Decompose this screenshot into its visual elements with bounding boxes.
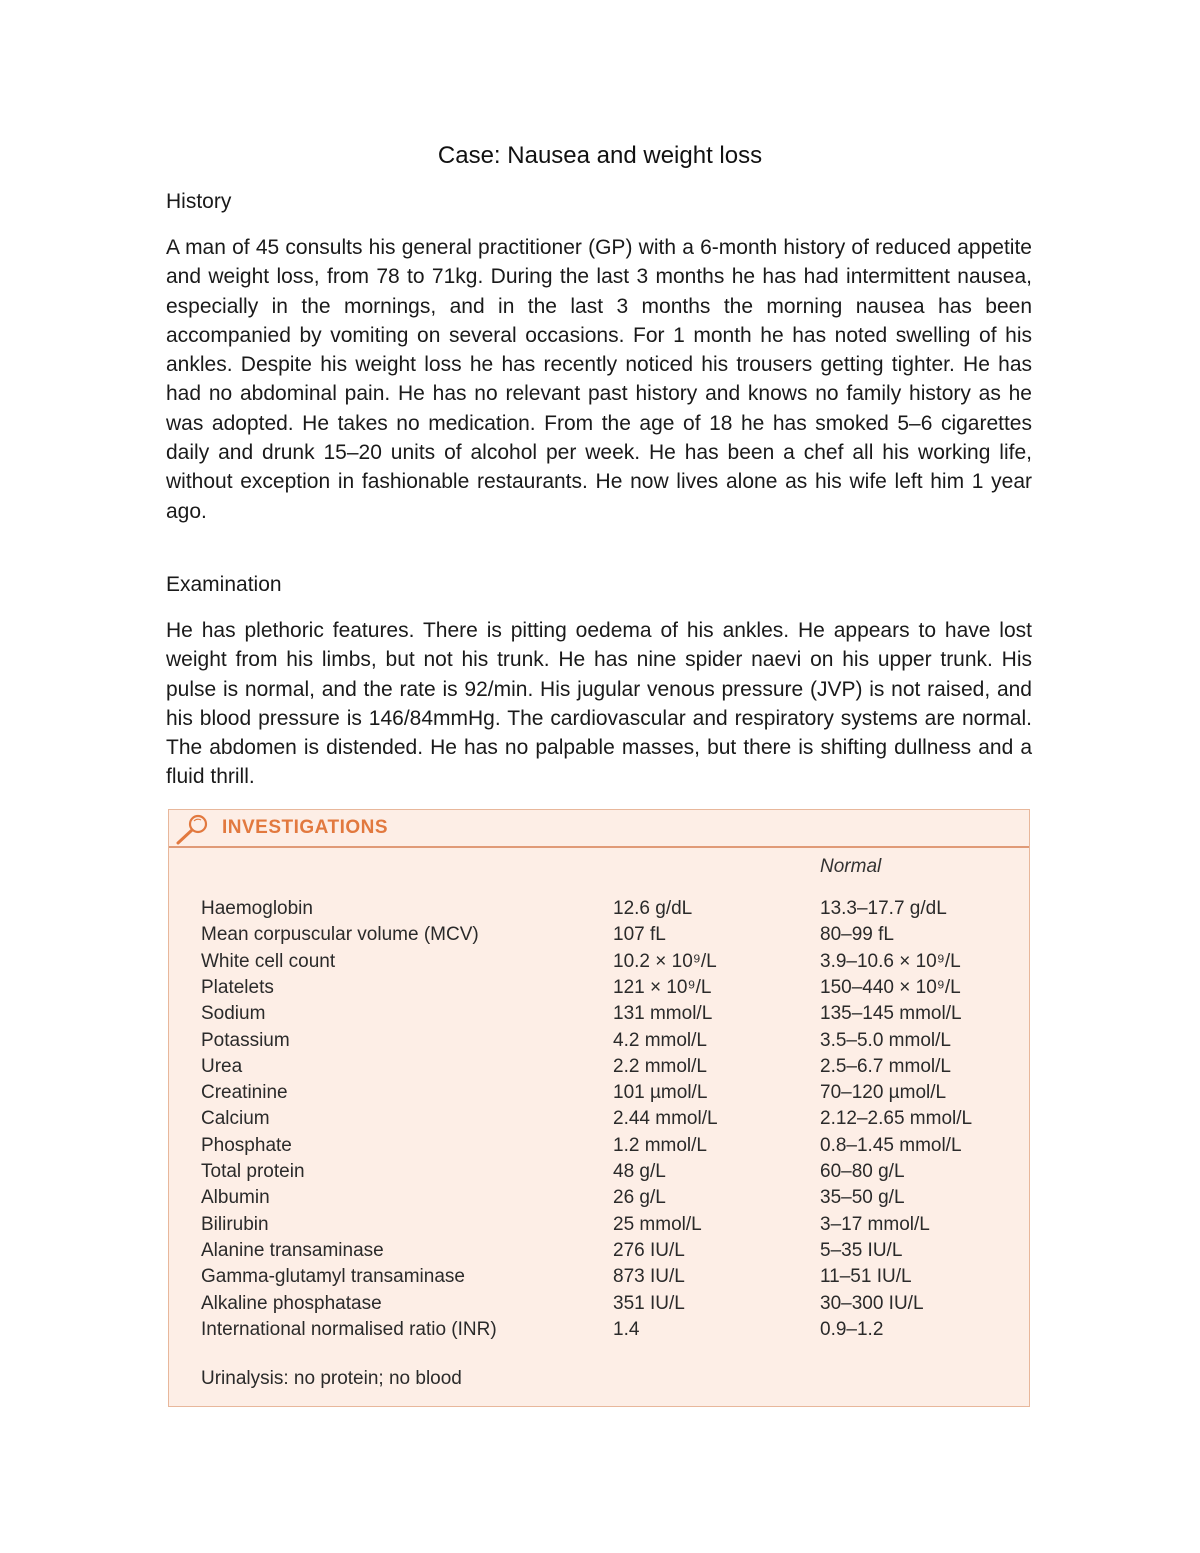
test-value: 26 g/L [613, 1187, 666, 1209]
test-normal-range: 0.9–1.2 [820, 1318, 884, 1340]
test-value: 48 g/L [613, 1161, 666, 1182]
test-name: Total protein [201, 1161, 305, 1182]
test-name: Sodium [201, 1003, 266, 1025]
test-name: Calcium [201, 1108, 270, 1130]
table-row [169, 1238, 1029, 1264]
normal-column-header: Normal [820, 856, 882, 877]
table-row [169, 922, 1029, 948]
table-row [169, 1264, 1029, 1290]
test-value: 25 mmol/L [613, 1213, 702, 1235]
test-value: 107 fL [613, 924, 666, 946]
test-name: Creatinine [201, 1082, 288, 1104]
investigations-title: INVESTIGATIONS [222, 817, 389, 838]
table-row [169, 1080, 1029, 1106]
table-row [169, 1185, 1029, 1211]
examination-heading: Examination [166, 573, 282, 596]
test-normal-range: 13.3–17.7 g/dL [820, 898, 947, 919]
test-value: 10.2 × 10⁹/L [613, 950, 717, 972]
test-name: Alanine transaminase [201, 1239, 384, 1261]
history-text: A man of 45 consults his general practitioner (GP) with a 6-month history of reduced appetite and weight loss, from 78 to 71kg. During the last 3 months he has had intermittent nausea, especially in the mornings, and in the last 3 months the morning nausea has been accompanied by vomiting on several occasions. For 1 month he has noted swelling of his ankles. Despite his weight loss he has recently noticed his trousers getting tighter. He has had no abdominal pain. He has no relevant past history and knows no family history as he was adopted. He takes no medication. From the age of 18 he has smoked 5–6 cigarettes daily and drunk 15–20 units of alcohol per week. He has been a chef all his working life, without exception in fashionable restaurants. He now lives alone as his wife left him 1 year ago. [166, 236, 1032, 523]
table-row [169, 1317, 1029, 1343]
test-value: 351 IU/L [613, 1292, 685, 1314]
test-normal-range: 3–17 mmol/L [820, 1213, 930, 1235]
investigations-box [168, 809, 1030, 1407]
test-name: White cell count [201, 950, 336, 972]
test-normal-range: 11–51 IU/L [820, 1266, 912, 1288]
test-name: Platelets [201, 976, 274, 998]
test-normal-range: 5–35 IU/L [820, 1239, 903, 1261]
urinalysis-note: Urinalysis: no protein; no blood [201, 1368, 462, 1389]
test-value: 1.2 mmol/L [613, 1134, 707, 1156]
test-value: 12.6 g/dL [613, 898, 693, 919]
test-value: 2.2 mmol/L [613, 1055, 707, 1077]
table-row [169, 1106, 1029, 1132]
table-row [169, 975, 1029, 1001]
test-normal-range: 135–145 mmol/L [820, 1003, 962, 1025]
history-paragraph [166, 233, 1032, 526]
test-normal-range: 150–440 × 10⁹/L [820, 976, 961, 998]
magnifier-icon [173, 812, 213, 846]
test-name: Mean corpuscular volume (MCV) [201, 924, 479, 946]
test-name: Bilirubin [201, 1213, 269, 1235]
history-heading: History [166, 190, 232, 213]
test-name: Gamma-glutamyl transaminase [201, 1266, 465, 1288]
table-row [169, 1212, 1029, 1238]
table-row [169, 949, 1029, 975]
test-name: Urea [201, 1055, 243, 1077]
test-name: Alkaline phosphatase [201, 1292, 382, 1314]
test-normal-range: 3.5–5.0 mmol/L [820, 1029, 951, 1051]
table-row [169, 1001, 1029, 1027]
table-row [169, 1028, 1029, 1054]
test-value: 1.4 [613, 1318, 640, 1340]
examination-paragraph [166, 616, 1032, 792]
test-normal-range: 70–120 µmol/L [820, 1082, 947, 1104]
table-row [169, 896, 1029, 922]
test-value: 873 IU/L [613, 1266, 685, 1288]
test-normal-range: 3.9–10.6 × 10⁹/L [820, 950, 961, 972]
test-value: 276 IU/L [613, 1239, 685, 1261]
test-normal-range: 2.12–2.65 mmol/L [820, 1108, 973, 1130]
test-normal-range: 35–50 g/L [820, 1187, 905, 1209]
test-value: 4.2 mmol/L [613, 1029, 707, 1051]
test-value: 2.44 mmol/L [613, 1108, 718, 1130]
test-normal-range: 80–99 fL [820, 924, 894, 946]
test-normal-range: 2.5–6.7 mmol/L [820, 1055, 951, 1077]
test-value: 121 × 10⁹/L [613, 976, 712, 998]
examination-text: He has plethoric features. There is pitting oedema of his ankles. He appears to have lost weight from his limbs, but not his trunk. He has nine spider naevi on his upper trunk. His pulse is normal, and the rate is 92/min. His jugular venous pressure (JVP) is not raised, and his blood pressure is 146/84mmHg. The cardiovascular and respiratory systems are normal. The abdomen is distended. He has no palpable masses, but there is shifting dullness and a fluid thrill. [166, 619, 1032, 789]
test-normal-range: 60–80 g/L [820, 1161, 905, 1182]
investigations-header [169, 810, 1029, 848]
test-name: Potassium [201, 1029, 290, 1051]
test-normal-range: 0.8–1.45 mmol/L [820, 1134, 962, 1156]
table-row [169, 1133, 1029, 1159]
test-normal-range: 30–300 IU/L [820, 1292, 924, 1314]
table-row [169, 1159, 1029, 1185]
test-name: Phosphate [201, 1134, 292, 1156]
page-title: Case: Nausea and weight loss [437, 142, 763, 169]
test-name: Albumin [201, 1187, 270, 1209]
table-row [169, 1291, 1029, 1317]
table-row [169, 1054, 1029, 1080]
test-value: 131 mmol/L [613, 1003, 713, 1025]
test-value: 101 µmol/L [613, 1082, 708, 1104]
test-name: Haemoglobin [201, 898, 313, 919]
test-name: International normalised ratio (INR) [201, 1318, 497, 1340]
